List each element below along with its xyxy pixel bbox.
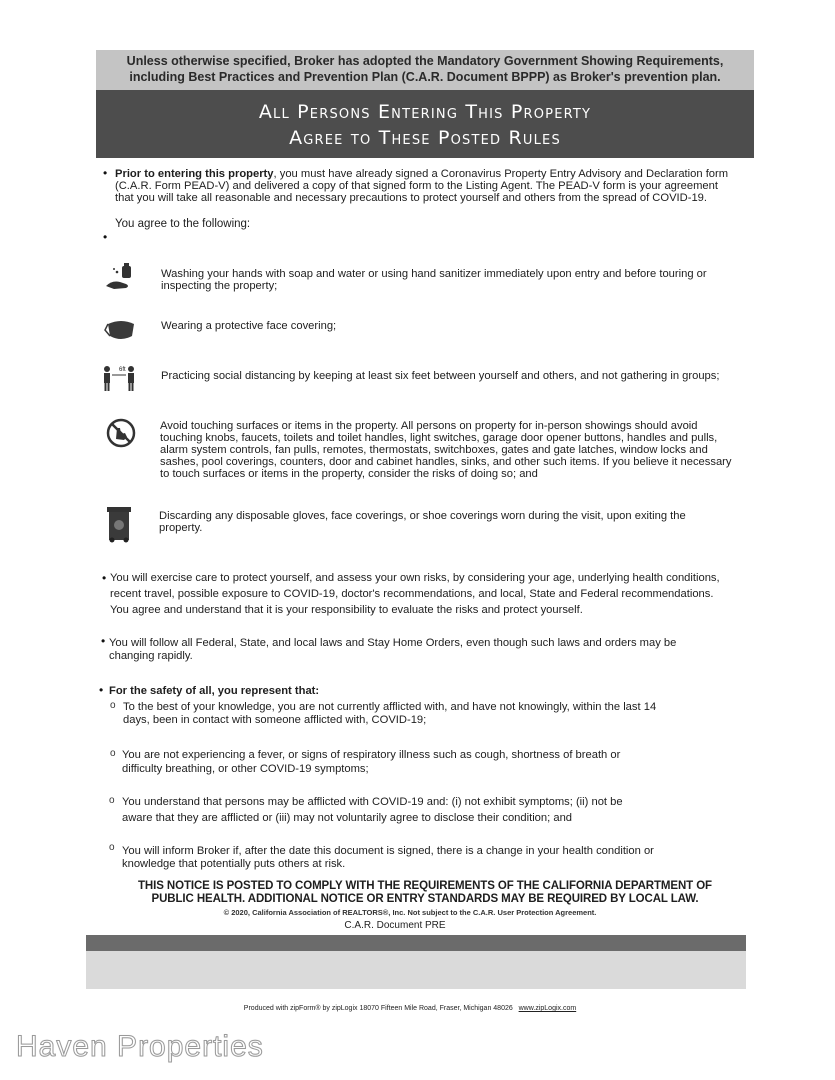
sub-bullet: o bbox=[109, 795, 115, 806]
intro-bold: Prior to entering this property bbox=[115, 168, 274, 180]
title-line-1: All Persons Entering This Property bbox=[258, 101, 592, 123]
document-name: C.A.R. Document PRE bbox=[344, 920, 446, 931]
rule-1-line-2: inspecting the property; bbox=[161, 280, 278, 292]
bullet: • bbox=[103, 230, 108, 244]
header-line-1: Unless otherwise specified, Broker has adopted the Mandatory Government Showing Requirements, bbox=[126, 54, 724, 68]
rule-4-line-3: alarm system controls, fan pulls, remotes, thermostats, switchboxes, gates and gate latches, window locks and bbox=[160, 444, 708, 456]
watermark-logo: Haven Properties bbox=[16, 1030, 264, 1063]
notice-line-2: PUBLIC HEALTH. ADDITIONAL NOTICE OR ENTRY STANDARDS MAY BE REQUIRED BY LOCAL LAW. bbox=[151, 893, 699, 905]
bullet: • bbox=[102, 571, 107, 585]
rule-1-line-1: Washing your hands with soap and water or using hand sanitizer immediately upon entry and before touring or bbox=[161, 268, 707, 280]
care-line-3: You agree and understand that it is your responsibility to evaluate the risks and protect yourself. bbox=[110, 604, 583, 616]
notice-line-1: THIS NOTICE IS POSTED TO COMPLY WITH THE REQUIREMENTS OF THE CALIFORNIA DEPARTMENT OF bbox=[138, 880, 712, 892]
safety-3-line-2: aware that they are afflicted or (iii) may not voluntarily agree to disclose their condition; and bbox=[122, 812, 573, 824]
trash-bin-icon bbox=[104, 505, 134, 543]
footer-bar-dark bbox=[86, 935, 746, 951]
intro-text: , you must have already signed a Coronavirus Property Entry Advisory and Declaration form bbox=[273, 168, 729, 180]
intro-line-3: that you will take all reasonable and necessary precautions to protect yourself and others from the spread of COVID-19. bbox=[115, 192, 708, 204]
rule-2-line-1: Wearing a protective face covering; bbox=[161, 320, 337, 332]
rule-3-line-1: Practicing social distancing by keeping at least six feet between yourself and others, and not gathering in groups; bbox=[161, 370, 720, 382]
distance-label: 6ft bbox=[119, 367, 126, 373]
produced-text: Produced with zipForm® by zipLogix 18070 Fifteen Mile Road, Fraser, Michigan 48026 bbox=[243, 1005, 513, 1012]
hand-sanitizer-icon bbox=[104, 262, 138, 292]
sub-bullet: o bbox=[109, 842, 115, 853]
safety-3-line-1: You understand that persons may be afflicted with COVID-19 and: (i) not exhibit symptoms; (ii) not be bbox=[122, 796, 623, 808]
bullet: • bbox=[101, 634, 106, 648]
care-line-2: recent travel, possible exposure to COVID-19, doctor's recommendations, and local, State and Federal recommendations. bbox=[110, 588, 714, 600]
safety-1-line-1: To the best of your knowledge, you are not currently afflicted with, and have not knowingly, within the last 14 bbox=[123, 701, 657, 713]
safety-4-line-2: knowledge that potentially puts others at risk. bbox=[122, 858, 346, 870]
header-requirements bbox=[96, 50, 754, 90]
footer-bar-light bbox=[86, 951, 746, 989]
sub-bullet: o bbox=[110, 700, 116, 711]
rule-4-line-1: Avoid touching surfaces or items in the property. All persons on property for in-person showings should avoid bbox=[160, 420, 698, 432]
rule-5-line-1: Discarding any disposable gloves, face coverings, or shoe coverings worn during the visit, upon exiting the bbox=[159, 510, 686, 522]
rule-4-line-5: to touch surfaces or items in the property, consider the risks of doing so; and bbox=[160, 468, 538, 480]
header-line-2: including Best Practices and Prevention Plan (C.A.R. Document BPPP) as Broker's prevention plan. bbox=[129, 70, 721, 84]
intro-line-2: (C.A.R. Form PEAD-V) and delivered a copy of that signed form to the Listing Agent. The PEAD-V form is your agreement bbox=[115, 180, 718, 192]
face-mask-icon bbox=[104, 314, 138, 344]
safety-4-line-1: You will inform Broker if, after the date this document is signed, there is a change in your health condition or bbox=[122, 845, 654, 857]
laws-line-2: changing rapidly. bbox=[109, 650, 193, 662]
bullet: • bbox=[103, 166, 108, 180]
safety-2-line-2: difficulty breathing, or other COVID-19 symptoms; bbox=[122, 763, 369, 775]
rule-4-line-2: touching knobs, faucets, toilets and toilet handles, light switches, garage door opener buttons, handles and pulls, bbox=[160, 432, 718, 444]
ziplogix-link[interactable]: www.zipLogix.com bbox=[518, 1005, 577, 1012]
rule-5-line-2: property. bbox=[159, 522, 203, 534]
safety-heading: For the safety of all, you represent that: bbox=[109, 685, 320, 697]
copyright: © 2020, California Association of REALTORS®, Inc. Not subject to the C.A.R. User Protection Agreement. bbox=[223, 908, 597, 917]
sub-bullet: o bbox=[110, 748, 116, 759]
laws-line-1: You will follow all Federal, State, and local laws and Stay Home Orders, even though such laws and orders may be bbox=[109, 637, 677, 649]
intro-line-1 bbox=[115, 168, 728, 180]
legal-notice bbox=[120, 880, 730, 906]
produced-by bbox=[150, 1005, 670, 1012]
title-banner bbox=[96, 90, 754, 158]
title-line-2: Agree to These Posted Rules bbox=[289, 127, 561, 149]
bullet: • bbox=[99, 683, 104, 697]
rule-4-line-4: sashes, pool coverings, counters, door and cabinet handles, sinks, and other such items. If you believe it necessary bbox=[160, 456, 732, 468]
care-line-1: You will exercise care to protect yourself, and assess your own risks, by considering your age, underlying health conditions, bbox=[110, 572, 720, 584]
agree-heading: You agree to the following: bbox=[115, 218, 251, 230]
safety-1-line-2: days, been in contact with someone afflicted with, COVID-19; bbox=[123, 714, 427, 726]
safety-2-line-1: You are not experiencing a fever, or signs of respiratory illness such as cough, shortness of breath or bbox=[122, 749, 621, 761]
no-touch-icon bbox=[104, 418, 138, 448]
